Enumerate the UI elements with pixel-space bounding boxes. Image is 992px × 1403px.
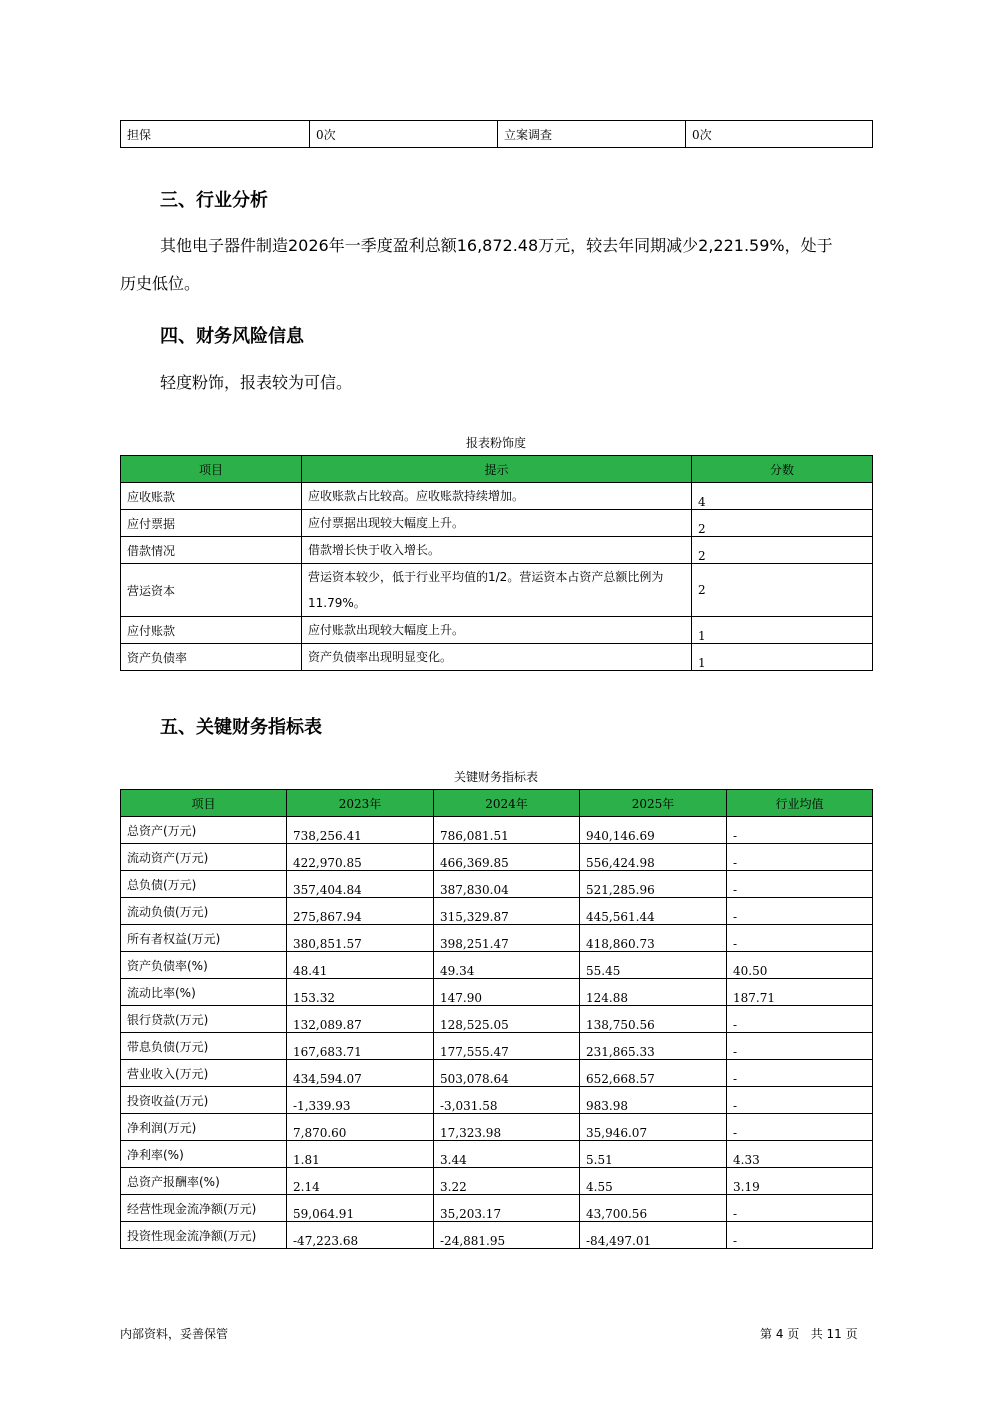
value-cell: - [727,1060,873,1087]
table-cell: 0次 [686,121,873,148]
value-cell: 43,700.56 [580,1195,727,1222]
item-cell: 应收账款 [121,483,302,510]
table-caption: 关键财务指标表 [453,770,538,784]
value-cell: 315,329.87 [434,898,580,925]
tip-cell: 应付票据出现较大幅度上升。 [302,510,692,537]
value-cell: 167,683.71 [287,1033,434,1060]
section-heading: 四、财务风险信息 [160,326,304,347]
table-row [121,979,873,1006]
item-cell: 营运资本 [121,564,302,617]
table-row [121,1141,873,1168]
value-cell: - [727,925,873,952]
section-heading: 五、关键财务指标表 [160,717,322,738]
value-cell: 2.14 [287,1168,434,1195]
value-cell: 398,251.47 [434,925,580,952]
value-cell: -47,223.68 [287,1222,434,1249]
table-row [121,564,873,617]
table-row [121,952,873,979]
value-cell: 652,668.57 [580,1060,727,1087]
value-cell: 940,146.69 [580,817,727,844]
table-row [121,817,873,844]
tip-cell: 资产负债率出现明显变化。 [302,644,692,671]
column-header: 分数 [692,456,873,483]
item-cell: 银行贷款(万元) [121,1006,287,1033]
value-cell: 7,870.60 [287,1114,434,1141]
score-cell: 2 [692,510,873,537]
table-row [121,510,873,537]
item-cell: 流动比率(%) [121,979,287,1006]
column-header: 2023年 [287,790,434,817]
item-cell: 总资产(万元) [121,817,287,844]
value-cell: - [727,898,873,925]
value-cell: -84,497.01 [580,1222,727,1249]
value-cell: 55.45 [580,952,727,979]
value-cell: - [727,1114,873,1141]
value-cell: 466,369.85 [434,844,580,871]
value-cell: 40.50 [727,952,873,979]
value-cell: 521,285.96 [580,871,727,898]
item-cell: 营业收入(万元) [121,1060,287,1087]
value-cell: 275,867.94 [287,898,434,925]
table-cell: 0次 [310,121,498,148]
guarantee-table [120,120,873,148]
footer-left: 内部资料，妥善保管 [120,1327,229,1341]
value-cell: 1.81 [287,1141,434,1168]
value-cell: -3,031.58 [434,1087,580,1114]
table-cell: 担保 [121,121,310,148]
score-cell: 2 [692,537,873,564]
value-cell: -24,881.95 [434,1222,580,1249]
score-cell: 4 [692,483,873,510]
paragraph-line: 其他电子器件制造2026年一季度盈利总额16,872.48万元，较去年同期减少2,221.59%，处于 [160,236,833,255]
value-cell: 445,561.44 [580,898,727,925]
value-cell: 503,078.64 [434,1060,580,1087]
score-cell: 2 [692,564,873,617]
value-cell: 422,970.85 [287,844,434,871]
value-cell: - [727,1033,873,1060]
item-cell: 借款情况 [121,537,302,564]
value-cell: 3.22 [434,1168,580,1195]
column-header: 提示 [302,456,692,483]
table-row [121,925,873,952]
section-heading: 三、行业分析 [160,190,268,211]
score-cell: 1 [692,644,873,671]
paragraph-line: 历史低位。 [120,274,201,293]
value-cell: 434,594.07 [287,1060,434,1087]
item-cell: 应付票据 [121,510,302,537]
item-cell: 带息负债(万元) [121,1033,287,1060]
value-cell: 177,555.47 [434,1033,580,1060]
item-cell: 所有者权益(万元) [121,925,287,952]
table-row [121,1195,873,1222]
table-row [121,1168,873,1195]
value-cell: 357,404.84 [287,871,434,898]
value-cell: 786,081.51 [434,817,580,844]
value-cell: 138,750.56 [580,1006,727,1033]
risk-table [120,455,873,671]
value-cell: 4.55 [580,1168,727,1195]
table-row [121,644,873,671]
page-number: 第 4 页 共 11 页 [760,1327,858,1341]
item-cell: 流动资产(万元) [121,844,287,871]
value-cell: 983.98 [580,1087,727,1114]
value-cell: 387,830.04 [434,871,580,898]
value-cell: 556,424.98 [580,844,727,871]
table-row [121,871,873,898]
value-cell: - [727,1006,873,1033]
table-row [121,1222,873,1249]
table-row [121,1006,873,1033]
table-row [121,483,873,510]
table-row [121,121,873,148]
table-row [121,1114,873,1141]
item-cell: 资产负债率 [121,644,302,671]
value-cell: 4.33 [727,1141,873,1168]
table-row [121,844,873,871]
table-row [121,617,873,644]
tip-cell: 营运资本较少，低于行业平均值的1/2。营运资本占资产总额比例为11.79%。 [302,564,692,617]
table-header-row [121,790,873,817]
item-cell: 总负债(万元) [121,871,287,898]
item-cell: 投资收益(万元) [121,1087,287,1114]
item-cell: 净利率(%) [121,1141,287,1168]
value-cell: 128,525.05 [434,1006,580,1033]
item-cell: 应付账款 [121,617,302,644]
column-header: 行业均值 [727,790,873,817]
value-cell: 35,203.17 [434,1195,580,1222]
value-cell: 132,089.87 [287,1006,434,1033]
value-cell: 380,851.57 [287,925,434,952]
item-cell: 经营性现金流净额(万元) [121,1195,287,1222]
value-cell: - [727,871,873,898]
table-caption: 报表粉饰度 [465,436,526,450]
value-cell: 5.51 [580,1141,727,1168]
value-cell: -1,339.93 [287,1087,434,1114]
table-row [121,1060,873,1087]
column-header: 项目 [121,456,302,483]
score-cell: 1 [692,617,873,644]
value-cell: - [727,844,873,871]
table-row [121,1087,873,1114]
value-cell: 17,323.98 [434,1114,580,1141]
value-cell: 147.90 [434,979,580,1006]
column-header: 项目 [121,790,287,817]
value-cell: - [727,1087,873,1114]
table-header-row [121,456,873,483]
item-cell: 资产负债率(%) [121,952,287,979]
item-cell: 净利润(万元) [121,1114,287,1141]
paragraph: 轻度粉饰，报表较为可信。 [160,373,353,392]
value-cell: 59,064.91 [287,1195,434,1222]
value-cell: 187.71 [727,979,873,1006]
table-row [121,898,873,925]
tip-cell: 应收账款占比较高。应收账款持续增加。 [302,483,692,510]
item-cell: 流动负债(万元) [121,898,287,925]
value-cell: 49.34 [434,952,580,979]
tip-cell: 应付账款出现较大幅度上升。 [302,617,692,644]
column-header: 2025年 [580,790,727,817]
value-cell: 124.88 [580,979,727,1006]
column-header: 2024年 [434,790,580,817]
table-row [121,537,873,564]
value-cell: 231,865.33 [580,1033,727,1060]
value-cell: - [727,1222,873,1249]
value-cell: 738,256.41 [287,817,434,844]
financial-indicators-table [120,789,873,1249]
value-cell: 35,946.07 [580,1114,727,1141]
value-cell: - [727,817,873,844]
value-cell: 48.41 [287,952,434,979]
value-cell: - [727,1195,873,1222]
value-cell: 418,860.73 [580,925,727,952]
table-row [121,1033,873,1060]
tip-cell: 借款增长快于收入增长。 [302,537,692,564]
value-cell: 3.44 [434,1141,580,1168]
table-cell: 立案调查 [498,121,686,148]
value-cell: 3.19 [727,1168,873,1195]
value-cell: 153.32 [287,979,434,1006]
item-cell: 总资产报酬率(%) [121,1168,287,1195]
item-cell: 投资性现金流净额(万元) [121,1222,287,1249]
